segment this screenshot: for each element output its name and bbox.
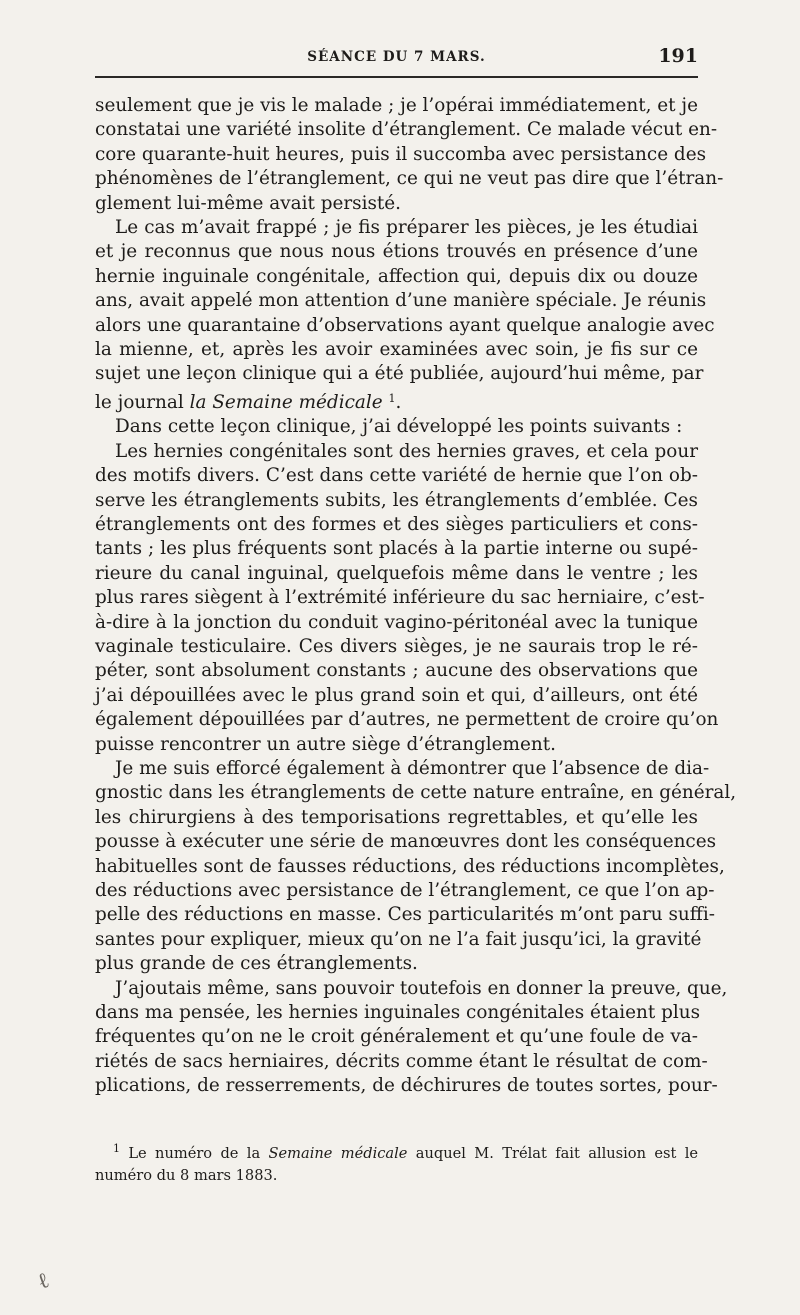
text-line: habituelles sont de fausses réductions, des réductions incomplètes, [95, 855, 725, 877]
text-line: sujet une leçon clinique qui a été publiée, aujourd’hui même, par [95, 363, 704, 385]
body-text [95, 94, 737, 1099]
footnote-text-b: auquel M. Trélat fait allusion est le [407, 1145, 698, 1162]
text-line: seulement que je vis le malade ; je l’opérai immédiatement, et je [95, 95, 698, 116]
text-line: core quarante-huit heures, puis il succomba avec persistance des [95, 143, 707, 165]
text-line: Le cas m’avait frappé ; je fis préparer les pièces, je les étudiai [115, 217, 698, 239]
text-line: phénomènes de l’étranglement, ce qui ne veut pas dire que l’étran- [95, 168, 724, 190]
text-line: hernie inguinale congénitale, affection qui, depuis dix ou douze [95, 265, 698, 287]
text-line: et je reconnus que nous nous étions trouvés en présence d’une [95, 241, 698, 263]
footnote-journal-title: Semaine médicale [268, 1145, 408, 1162]
text-line: serve les étranglements subits, les étranglements d’emblée. Ces [95, 489, 698, 511]
footnote-text-a: Le numéro de la [120, 1145, 269, 1162]
margin-pencil-mark: ℓ [34, 1267, 53, 1296]
text-line: la mienne, et, après les avoir examinées avec soin, je fis sur ce [95, 339, 698, 361]
text-line: plications, de resserrements, de déchirures de toutes sortes, pour- [95, 1075, 718, 1097]
text-line: plus grande de ces étranglements. [95, 953, 418, 975]
text-line: glement lui-même avait persisté. [95, 192, 402, 214]
text-line: dans ma pensée, les hernies inguinales congénitales étaient plus [95, 1002, 701, 1024]
footnote-line [95, 1138, 698, 1165]
text-line: pelle des réductions en masse. Ces particularités m’ont paru suffi- [95, 904, 715, 926]
running-head: SÉANCE DU 7 MARS. [307, 49, 486, 65]
journal-title: la Semaine médicale [189, 391, 383, 413]
footnote [95, 1138, 698, 1187]
text-line: vaginale testiculaire. Ces divers sièges, je ne saurais trop le ré- [95, 635, 698, 657]
text-line: tants ; les plus fréquents sont placés à la partie interne ou supé- [95, 538, 698, 560]
text-line: péter, sont absolument constants ; aucune des observations que [95, 660, 698, 682]
text-line: Je me suis efforcé également à démontrer que l’absence de dia- [115, 757, 710, 779]
header-rule [95, 76, 698, 78]
text-line: Les hernies congénitales sont des hernies graves, et cela pour [115, 440, 698, 462]
text-line: plus rares siègent à l’extrémité inférieure du sac herniaire, c’est- [95, 587, 705, 609]
text-line: alors une quarantaine d’observations ayant quelque analogie avec [95, 314, 715, 336]
text-line: ans, avait appelé mon attention d’une manière spéciale. Je réunis [95, 290, 707, 312]
text-line: fréquentes qu’on ne le croit généralement et qu’une foule de va- [95, 1026, 698, 1048]
text-line: des motifs divers. C’est dans cette variété de hernie que l’on ob- [95, 465, 698, 487]
text-line: rieure du canal inguinal, quelquefois même dans le ventre ; les [95, 562, 698, 584]
text-line-journal [95, 387, 698, 415]
footnote-line: numéro du 8 mars 1883. [95, 1167, 278, 1184]
text-line: les chirurgiens à des temporisations regrettables, et qu’elle les [95, 806, 698, 828]
journal-prefix: le journal [95, 391, 190, 413]
footnote-marker: 1 [113, 1142, 120, 1155]
text-line: pousse à exécuter une série de manœuvres dont les conséquences [95, 831, 717, 853]
text-line: étranglements ont des formes et des sièges particuliers et cons- [95, 513, 698, 535]
text-line: des réductions avec persistance de l’étranglement, ce que l’on ap- [95, 880, 715, 901]
journal-end: . [395, 391, 402, 413]
footnote-reference: 1 [388, 391, 396, 405]
text-line: constatai une variété insolite d’étranglement. Ce malade vécut en- [95, 119, 718, 141]
text-line: également dépouillées par d’autres, ne permettent de croire qu’on [95, 709, 719, 731]
page-header [95, 45, 698, 73]
page-number: 191 [658, 45, 698, 67]
text-line: à-dire à la jonction du conduit vagino-péritonéal avec la tunique [95, 611, 698, 633]
text-line: riétés de sacs herniaires, décrits comme étant le résultat de com- [95, 1050, 708, 1072]
text-line: santes pour expliquer, mieux qu’on ne l’a fait jusqu’ici, la gravité [95, 928, 702, 950]
text-line: gnostic dans les étranglements de cette nature entraîne, en général, [95, 782, 737, 804]
text-line: j’ai dépouillées avec le plus grand soin et qui, d’ailleurs, ont été [95, 684, 698, 706]
text-line: Dans cette leçon clinique, j’ai développé les points suivants : [115, 416, 683, 438]
text-line: puisse rencontrer un autre siège d’étranglement. [95, 733, 556, 755]
text-line: J’ajoutais même, sans pouvoir toutefois en donner la preuve, que, [115, 977, 728, 999]
